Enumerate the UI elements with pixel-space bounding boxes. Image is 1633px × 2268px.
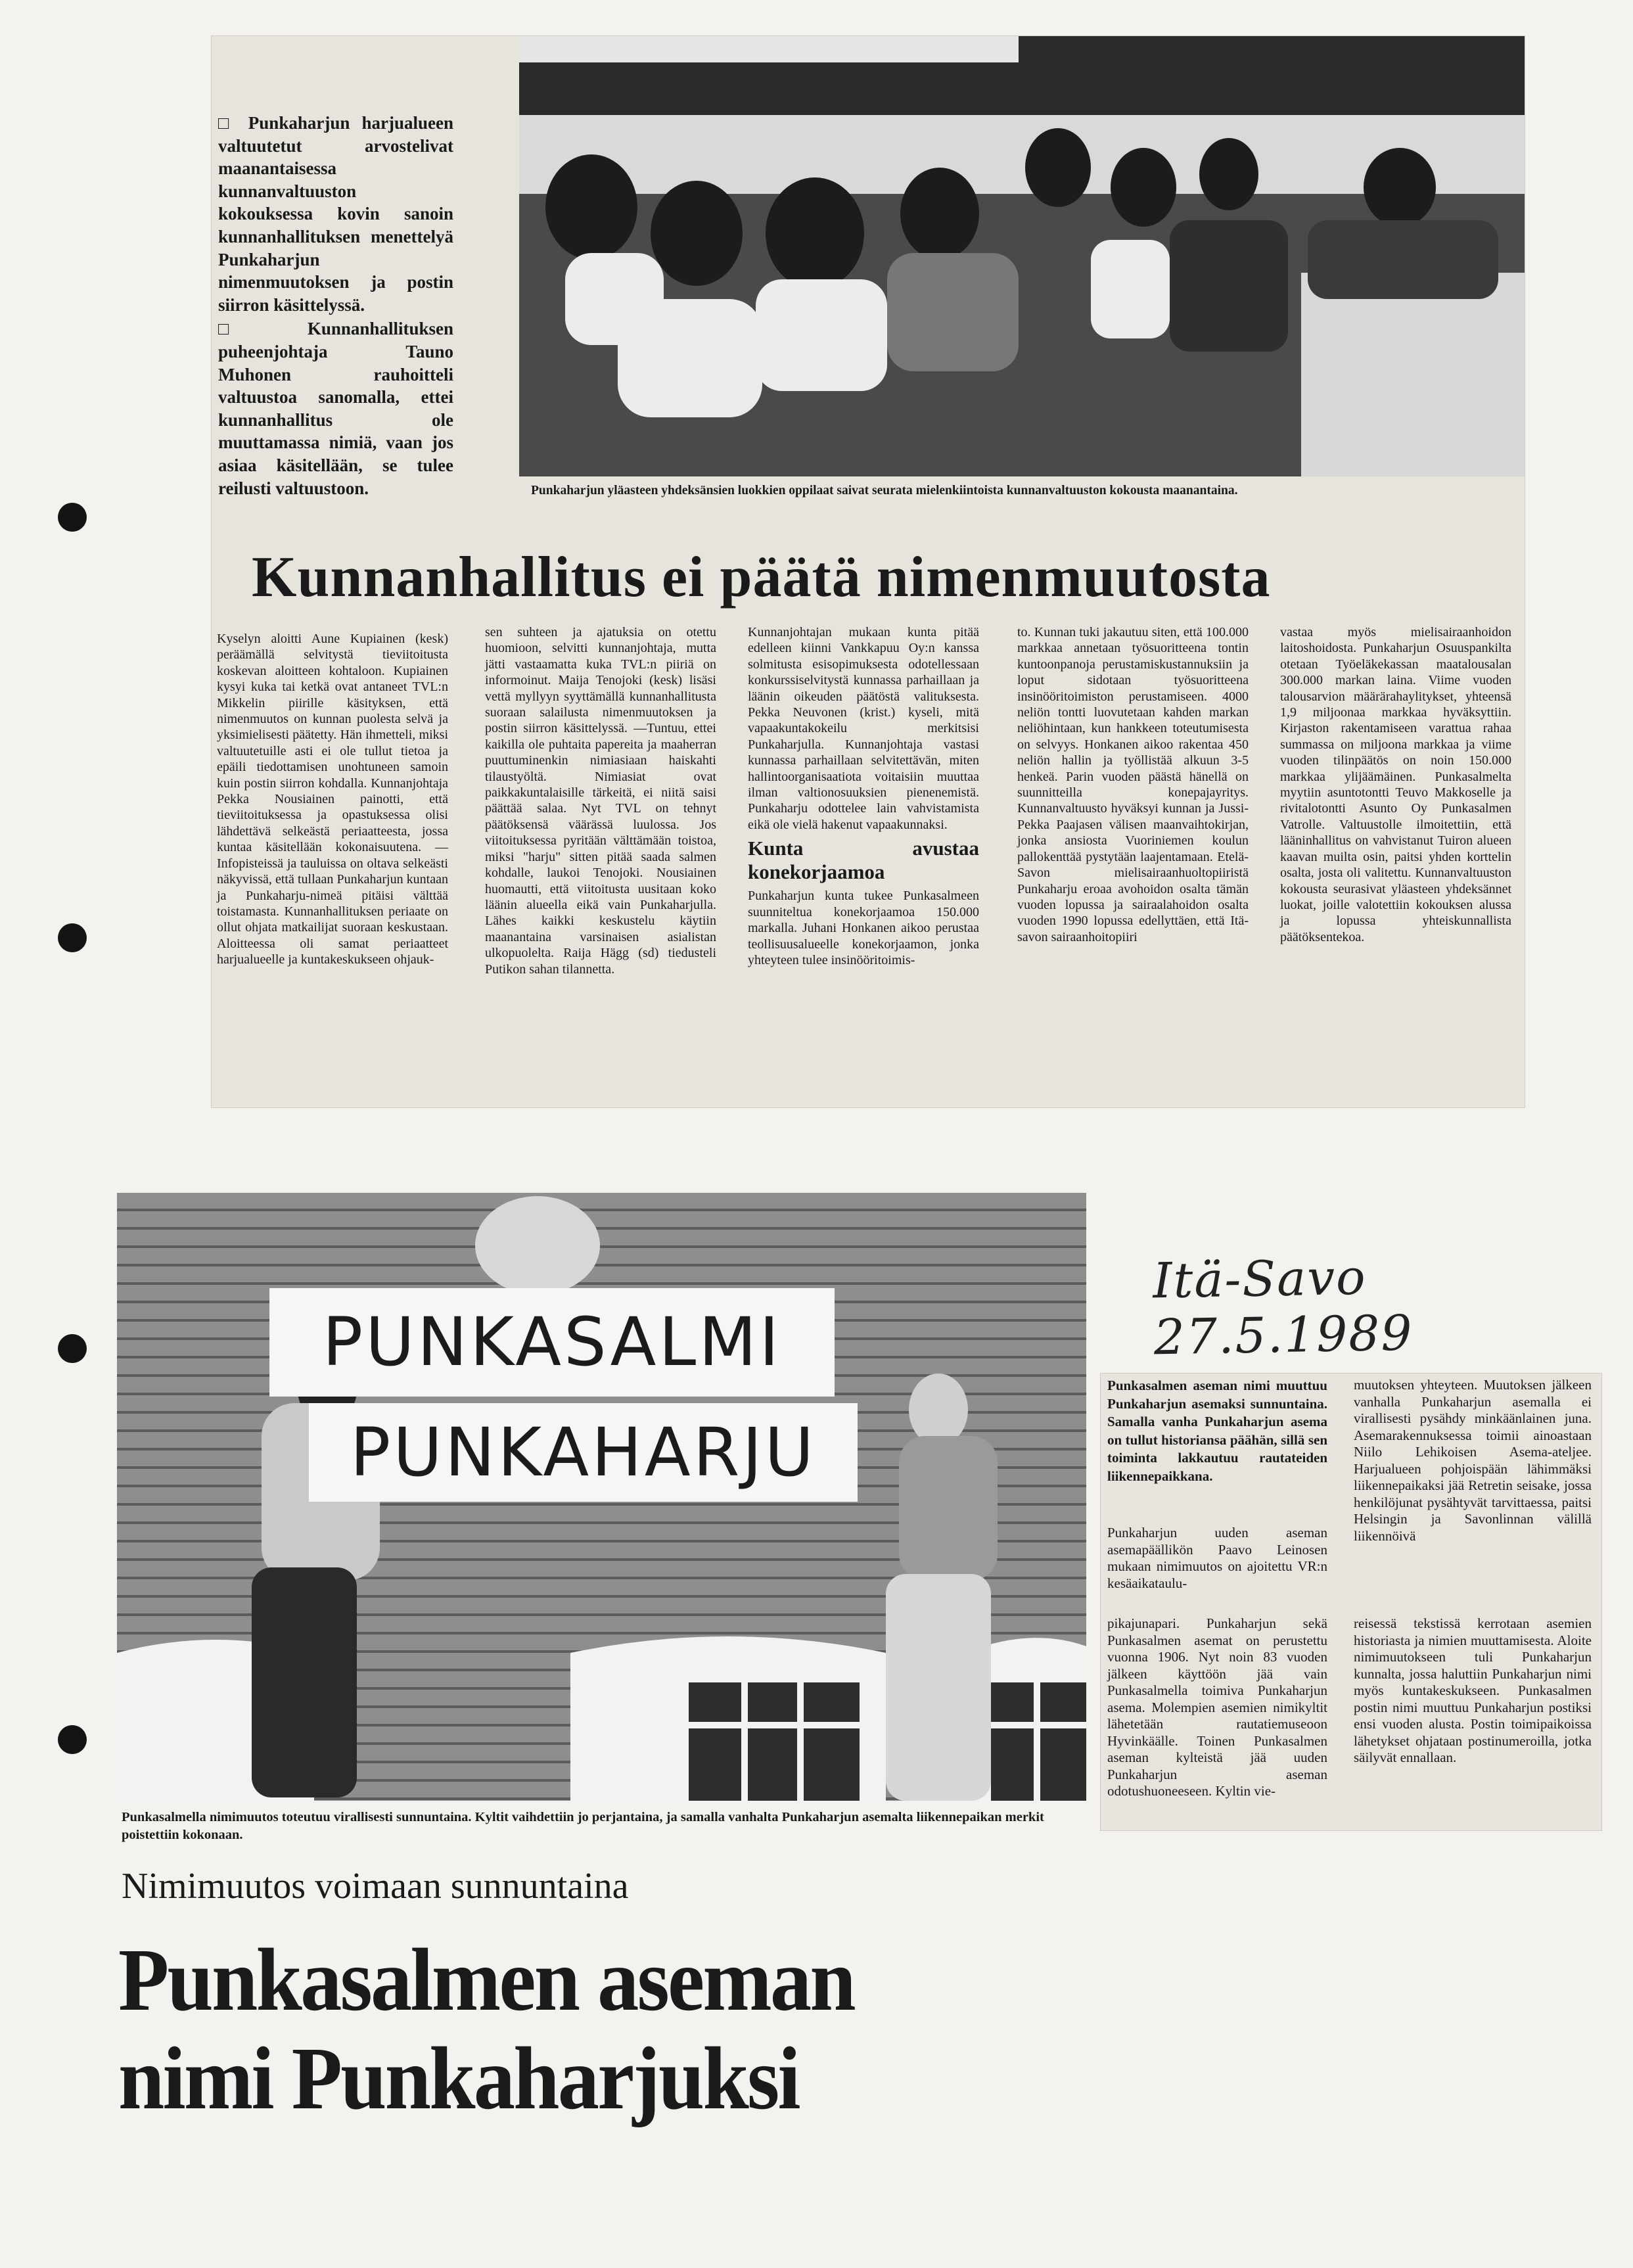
lead-paragraph: Punkasalmen aseman nimi muuttuu Punkaharjun asemaksi sunnuntaina. Samalla vanha Punkaharjun asema on tullut historiansa päähän, sillä sen toiminta lakkautuu rautateiden liikennepaikkana.	[1107, 1377, 1327, 1484]
photo-council-meeting-image	[519, 36, 1525, 476]
subheading: Kunta avustaa konekorjaamoa	[748, 837, 979, 884]
binder-hole	[58, 1334, 87, 1363]
article-column-2-continued: reisessä tekstissä kerrotaan asemien historiasta ja nimien muuttamisesta. Aloite nimimuutokseen tuli Punkaharjun kunnalta, jossa haluttiin Punkaharjun nimi myös kuntakeskukseen. Punkasalmen postin nimi muuttuu Punkaharjun postiksi ensi vuoden alusta. Postin toimipaikoissa lähetykset ohjataan postinumeroilla, jotka säilyvät ennallaan.	[1354, 1615, 1592, 1765]
binder-hole	[58, 1725, 87, 1754]
article-column-2: sen suhteen ja ajatuksia on otettu huomioon, selvitti kunnanjohtaja, mutta jätti vastaamatta kuka TVL:n piiriä on informoinut. Maija Tenojoki (kesk) lisäsi vettä myllyyn syyttämällä kunnanhallitusta suoraan salailusta nimenmuutoksen ja postin siirron käsittelyssä. —Tuntuu, ettei kaikilla ole puhtaita papereita ja maaherran puuttuminenkin nimiasiaan haiskahti tilaustyöltä. Nimiasiat ovat paikkakuntalaisille tärkeitä, ei niitä saisi päättää salaa. Nyt TVL on tehnyt päätöksensä väärässä luulossa. Jos viitoituksessa pyritään välttämään toistoa, miksi "harju" sitten pitää saada salmen kohdalle, laukoi Tenojoki. Nousiainen huomautti, että viitoitusta uusitaan koko läänin alueella eikä vain Punkaharjulla. Lähes kaikki keskustelu käytiin maanantaina varsinaisen asialistan ulkopuolelta. Raija Hägg (sd) tiedusteli Putikon sahan tilannetta.	[485, 625, 716, 977]
binder-hole	[58, 503, 87, 532]
article-column-3-text: Kunnanjohtajan mukaan kunta pitää edelleen kiinni Vankkapuu Oy:n kanssa solmitusta esisopimuksesta odotellessaan konkurssiselvitystä kunnassa parhaillaan ja läänin oikeuden päätöstä valituksesta. Pekka Neuvonen (krist.) kyseli, mitä vapaakuntakokeilu merkitsisi Punkaharjulla. Kunnanjohtaja vastasi kunnassa parhaillaan selvitettävän, miten hallintoorganisaatiota voitaisiin muuttaa ilman valtionosuuksien pienenemistä. Punkaharju odottelee lain vahvistamista eikä ole vielä hakenut vapaakunnaksi.	[748, 625, 979, 832]
photo-caption: Punkasalmella nimimuutos toteutuu virallisesti sunnuntaina. Kyltit vaihdettiin jo perjantaina, ja samalla vanhalta Punkaharjun asemalta liikennepaikan merkit poistettiin kokonaan.	[122, 1810, 1044, 1842]
lead-paragraph-2: □ Kunnanhallituksen puheenjohtaja Tauno Muhonen rauhoitteli valtuustoa sanomalla, ettei kunnanhallitus ole muuttamassa nimiä, vaan jos asiaa käsitellään, se tulee reilusti valtuustoon.	[218, 319, 453, 498]
sign-punkasalmi: PUNKASALMI	[269, 1288, 835, 1397]
article-column-4: to. Kunnan tuki jakautuu siten, että 100.000 markkaa annetaan työsuoritteena tontin kuntoonpanoja perustamiskustannuksiin ja loput sidotaan työsuoritteena insinööritoimiston perustamiseen. 4000 neliön tontti luovutetaan kahden markan neliöhintaan, kun hankkeen toteutumisesta on selvyys. Honkanen aikoo rakentaa 450 neliön hallin ja työllistää alkuun 3-5 henkeä. Parin vuoden päästä hänellä on suunnitteilla konepajayritys. Kunnanvaltuusto hyväksyi kunnan ja Jussi-Pekka Paajasen välisen maanvaihtokirjan, jonka ansiosta Vuoriniemen koulun pallokenttää pystytään laajentamaan. Etelä-Savon mielisairaanhuoltopiiristä Punkaharju eroaa avohoidon osalta tämän vuoden lopussa ja sairaalahoidon osalta vuoden 1990 lopussa edellyttäen, että Itä-savon sairaanhoitopiiri	[1017, 625, 1249, 944]
headline: Kunnanhallitus ei päätä nimenmuutosta	[252, 545, 1271, 609]
article-column-3-text-b: Punkaharjun kunta tukee Punkasalmeen suunniteltua konekorjaamoa 150.000 markalla. Juhani Honkanen aikoo perustaa teollisuusalueelle konekorjaamon, jonka yhteyteen tulee insinööritoimis-	[748, 889, 979, 967]
kicker-headline: Nimimuutos voimaan sunnuntaina	[122, 1866, 629, 1907]
headline: Punkasalmen aseman	[118, 1931, 854, 2029]
article-column-3	[748, 624, 979, 1104]
article-column-2: muutoksen yhteyteen. Muutoksen jälkeen vanhalla Punkaharjun asemalla ei virallisesti pysähdy minkäänlainen juna. Asemarakennuksessa toimii ainoastaan Niilo Lehikoisen Asema-ateljee. Harjualueen pohjoispään lähimmäksi liikennepaikaksi jää Retretin seisake, jossa henkilöjunat pysähtyvät tarvittaessa, paitsi Helsingin ja Savonlinnan välillä liikennöivä	[1354, 1377, 1592, 1544]
photo-caption: Punkaharjun yläasteen yhdeksänsien luokkien oppilaat saivat seurata mielenkiintoista kunnanvaltuuston kokousta maanantaina.	[531, 484, 1238, 498]
article-column-5: vastaa myös mielisairaanhoidon laitoshoidosta. Punkaharjun Osuuspankilta otetaan Työeläkekassan maatalousalan 300.000 markan laina. Viime vuoden talousarvion määrärahaylitykset, yhteensä 1,9 miljoonaa markkaa hyväksyttiin. Kirjaston rakentamiseen varattua rahaa summassa on miljoona markkaa ja viime vuoden tilinpäätös on noin 150.000 markkaa ylijäämäinen. Punkasalmelta myytiin asuntotontti Teuvo Makkoselle ja rivitalotontti Asunto Oy Punkasalmen Vatrolle. Valtuustolle ilmoitettiin, että lääninhallitus on vahvistanut Tuiron alueen kaavan muilta osin, paitsi yhden korttelin osalta, josta oli valitettu. Kunnanvaltuuston kokousta seurasivat yläasteen yhdeksännet luokat, joille valotettiin kokouksen alussa ja lopussa yhteiskunnallista päätöksentekoa.	[1280, 625, 1511, 944]
article-column-1: Kyselyn aloitti Aune Kupiainen (kesk) peräämällä selvitystä tieviitoitusta koskevan aloitteen kohtaloon. Kupiainen kysyi kuka tai ketkä ovat antaneet TVL:n Mikkelin piirille käsityksen, että nimenmuutos on kunnan puolesta selvä ja yksimielisesti päätetty. Hän ihmetteli, miksi valtuutetuille asti ei ole tullut tietoa ja epäili tiedottamisen unohtuneen samoin kuin postin siirron kohdalla. Kunnanjohtaja Pekka Nousiainen painotti, että tieviitoituksessa ja opastuksessa olisi lähdettävä selkeästä periaatteesta, jossa kuntaa käsitellään kokonaisuutena. —Infopisteissä ja tauluissa on oltava selkeästi näkyvissä, että tullaan Punkaharjun kuntaan ja Punkaharju-nimeä pitäisi välttää toistamasta. Kunnanhallituksen periaate on ollut ohjata matkailijat suoraan keskustaan. Aloitteessa oli samat periaatteet harjualueelle ja kuntakeskukseen ohjauk-	[217, 632, 448, 967]
headline: nimi Punkaharjuksi	[118, 2029, 799, 2128]
lead-paragraph-1: □ Punkaharjun harjualueen valtuutetut arvostelivat maanantaisessa kunnanvaltuuston kokouksessa kovin sanoin kunnanhallituksen menettelyä Punkaharjun nimenmuutoksen ja postin siirron käsittelyssä.	[218, 113, 453, 315]
article-column-1-continued: pikajunapari. Punkaharjun sekä Punkasalmen asemat on perustettu vuonna 1906. Nyt noin 83 vuoden jälkeen käyttöön jää vain Punkasalmella toimiva Punkaharjun asema. Molempien asemien nimikyltit lähetetään rautatiemuseoon Hyvinkäälle. Toinen Punkasalmen aseman kylteistä jää uuden Punkaharjun aseman odotushuoneeseen. Kyltin vie-	[1107, 1615, 1327, 1799]
handwritten-source-note: Itä-Savo 27.5.1989	[1152, 1249, 1414, 1366]
sign-punkaharju: PUNKAHARJU	[309, 1403, 858, 1502]
binder-hole	[58, 923, 87, 952]
photo-council-meeting	[519, 36, 1525, 476]
lead-paragraph	[218, 112, 453, 499]
article-column-1: Punkaharjun uuden aseman asemapäällikön Paavo Leinosen mukaan nimimuutos on ajoitettu VR:n kesäaikataulu-	[1107, 1525, 1327, 1591]
